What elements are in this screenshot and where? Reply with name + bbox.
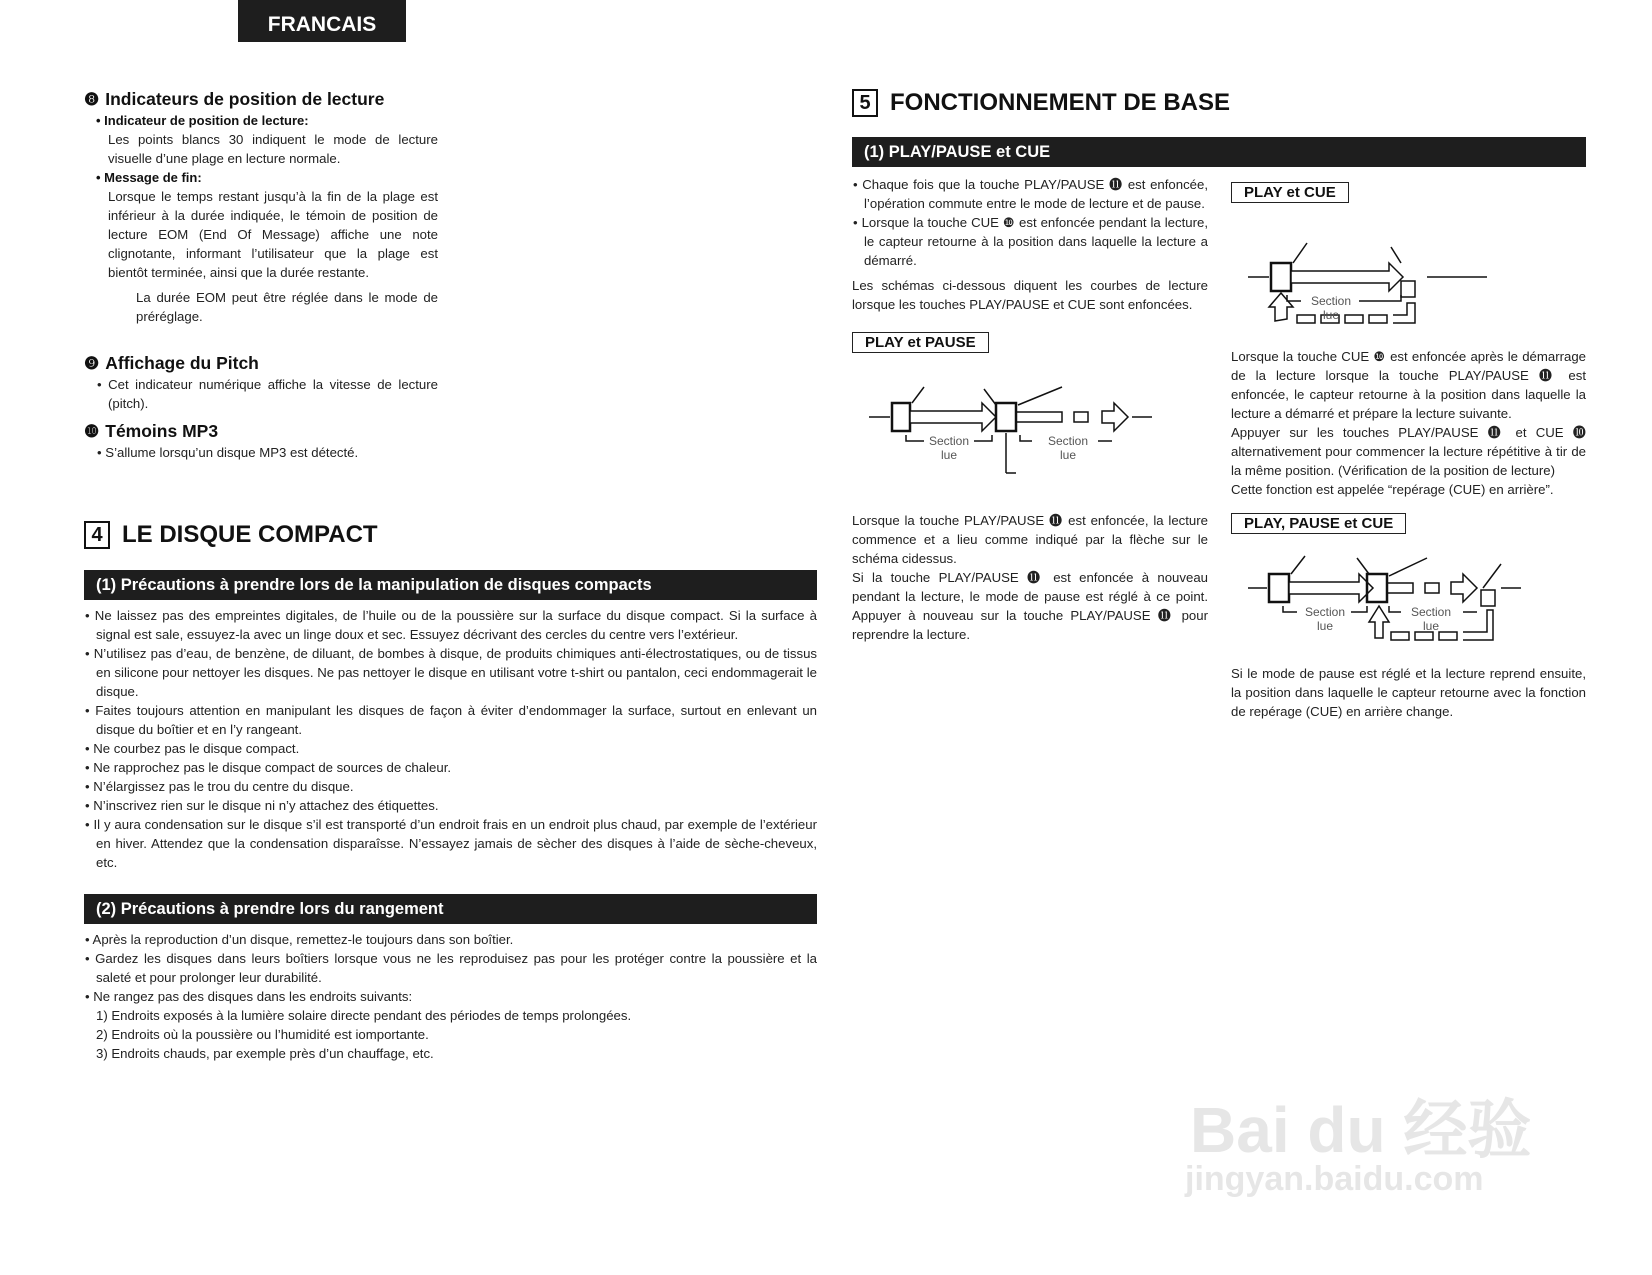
circled-number: ❿ <box>84 422 100 441</box>
list-item: • Ne courbez pas le disque compact. <box>85 741 300 756</box>
list-item: • Après la reproduction d’un disque, remettez-le toujours dans son boîtier. <box>85 932 514 947</box>
paragraph: Les schémas ci-dessous diquent les courbes de lecture lorsque les touches PLAY/PAUSE et CUE sont enfoncées. <box>852 278 1208 312</box>
subheading: • Indicateur de position de lecture: <box>96 113 309 128</box>
column-play-cue <box>1231 182 1586 721</box>
list-item: • Il y aura condensation sur le disque s’il est transporté d’un endroit frais en un endroit plus chaud, par exemple de l’extérieur en hiver. Attendez que la condensation disparaîsse. N’essayez jamais de sècher des disques à l’aide de sèche-cheveux, etc. <box>85 817 817 870</box>
section-label: Section <box>1304 605 1346 619</box>
heading: Témoins MP3 <box>105 421 219 441</box>
list-item: • N’utilisez pas d’eau, de benzène, de diluant, de bombes à disque, de produits chimiques anti-électrostatiques, ou de tissus en silicone pour nettoyer les disques. Ne pas nettoyer le disque en utilisant votre t-shirt ou pantalon, ceci endommagerait le disque. <box>85 646 817 699</box>
section-5-heading <box>852 88 1230 118</box>
list-item: • Faites toujours attention en manipulant les disques de façon à éviter d’endommager la surface, surtout en enlevant un disque du boîtier et en l’y rangeant. <box>85 703 817 737</box>
section-4-body <box>84 570 817 1063</box>
section-4-heading <box>84 520 378 550</box>
bullet: • Chaque fois que la touche PLAY/PAUSE ⓫ est enfoncée, l’opération commute entre le mode de lecture et de pause. <box>853 177 1208 211</box>
section-label: Section <box>1410 605 1452 619</box>
section-number: 4 <box>84 521 110 549</box>
watermark-logo: Bai du 经验 <box>1190 1094 1532 1166</box>
watermark-url: jingyan.baidu.com <box>1185 1160 1484 1198</box>
circled-number: ❾ <box>84 354 100 373</box>
paragraph: • S’allume lorsqu’un disque MP3 est détecté. <box>97 445 359 460</box>
subsection-bar: (2) Précautions à prendre lors du rangement <box>84 894 817 924</box>
paragraph: Appuyer sur les touches PLAY/PAUSE ⓫ et CUE ❿ alternativement pour commencer la lecture répétitive à tir de la même position. (Vérification de la position de lecture) <box>1231 425 1586 478</box>
list-item: • N’élargissez pas le trou du centre du disque. <box>85 779 354 794</box>
diagram-label: PLAY, PAUSE et CUE <box>1231 513 1406 534</box>
paragraph: Si le mode de pause est réglé et la lecture reprend ensuite, la position dans laquelle le capteur retourne avec la fonction de repérage (CUE) en arrière change. <box>1231 666 1586 719</box>
list-item: • N’inscrivez rien sur le disque ni n’y attachez des étiquettes. <box>85 798 439 813</box>
section-label: lue <box>940 448 958 462</box>
list-item: • Ne laissez pas des empreintes digitales, de l’huile ou de la poussière sur la surface du disque compact. Si la surface à signal est sale, essuyez-la avec un linge doux et sec. Essuyez décrivant des cercles du centre vers l’extérieur. <box>85 608 817 642</box>
paragraph: Les points blancs 30 indiquent le mode de lecture visuelle d’une plage en lecture normale. <box>108 132 438 166</box>
column-play-pause <box>852 175 1208 644</box>
subsection-bar: (1) PLAY/PAUSE et CUE <box>852 137 1586 167</box>
diagram-label: PLAY et PAUSE <box>852 332 989 353</box>
list-item: • Ne rapprochez pas le disque compact de sources de chaleur. <box>85 760 452 775</box>
paragraph: Si la touche PLAY/PAUSE ⓫ est enfoncée à nouveau pendant la lecture, le mode de pause est réglé à ce point. Appuyer à nouveau sur la touche PLAY/PAUSE ⓫ pour reprendre la lecture. <box>852 570 1208 642</box>
subsection-bar: (1) Précautions à prendre lors de la manipulation de disques compacts <box>84 570 817 600</box>
section-label: lue <box>1059 448 1077 462</box>
list-item: 1) Endroits exposés à la lumière solaire directe pendant des périodes de temps prolongées. <box>96 1008 632 1023</box>
section-label: lue <box>1316 619 1334 633</box>
section-label: lue <box>1322 308 1340 322</box>
section-number: 5 <box>852 89 878 117</box>
paragraph: Lorsque le temps restant jusqu’à la fin de la plage est inférieur à la durée indiquée, le témoin de position de lecture EOM (End Of Message) affiche une note clignotante, informant l’utilisateur que la plage est bientôt terminée, ainsi que la durée restante. <box>108 189 438 280</box>
bullet: • Lorsque la touche CUE ❿ est enfoncée pendant la lecture, le capteur retourne à la position dans laquelle la lecture a démarré. <box>853 215 1208 268</box>
section-label: Section <box>928 434 970 448</box>
list-item: 2) Endroits où la poussière ou l’humidité est iomportante. <box>96 1027 429 1042</box>
section-label: Section <box>1310 294 1352 308</box>
list-item: • Gardez les disques dans leurs boîtiers lorsque vous ne les reproduisez pas pour les protéger contre la poussière et la saleté et pour prolonger leur durabilité. <box>85 951 817 985</box>
section-10 <box>84 420 438 462</box>
heading: Affichage du Pitch <box>105 353 259 373</box>
paragraph: • Cet indicateur numérique affiche la vitesse de lecture (pitch). <box>97 377 438 411</box>
heading: LE DISQUE COMPACT <box>122 521 378 548</box>
section-label: Section <box>1047 434 1089 448</box>
note: La durée EOM peut être réglée dans le mode de préréglage. <box>136 290 438 324</box>
section-label: lue <box>1422 619 1440 633</box>
list-item: • Ne rangez pas des disques dans les endroits suivants: <box>85 989 413 1004</box>
language-tab: FRANCAIS <box>238 0 406 42</box>
heading: Indicateurs de position de lecture <box>105 89 385 109</box>
play-pause-diagram <box>852 353 1208 503</box>
paragraph: Cette fonction est appelée “repérage (CUE) en arrière”. <box>1231 482 1554 497</box>
list-item: 3) Endroits chauds, par exemple près d’un chauffage, etc. <box>96 1046 434 1061</box>
subheading: • Message de fin: <box>96 170 202 185</box>
play-cue-diagram <box>1231 203 1586 343</box>
heading: FONCTIONNEMENT DE BASE <box>890 89 1231 116</box>
section-8 <box>84 88 438 326</box>
paragraph: Lorsque la touche PLAY/PAUSE ⓫ est enfoncée, la lecture commence et a lieu comme indiqué par la flèche sur le schéma cidessus. <box>852 513 1208 566</box>
paragraph: Lorsque la touche CUE ❿ est enfoncée après le démarrage de la lecture lorsque la touche PLAY/PAUSE ⓫ est enfoncée, le capteur retourne à la position dans laquelle la lecture a démarré et prépare la lecture suivante. <box>1231 349 1586 421</box>
circled-number: ❽ <box>84 90 100 109</box>
diagram-label: PLAY et CUE <box>1231 182 1349 203</box>
section-9 <box>84 352 438 413</box>
play-pause-cue-diagram <box>1231 534 1586 664</box>
